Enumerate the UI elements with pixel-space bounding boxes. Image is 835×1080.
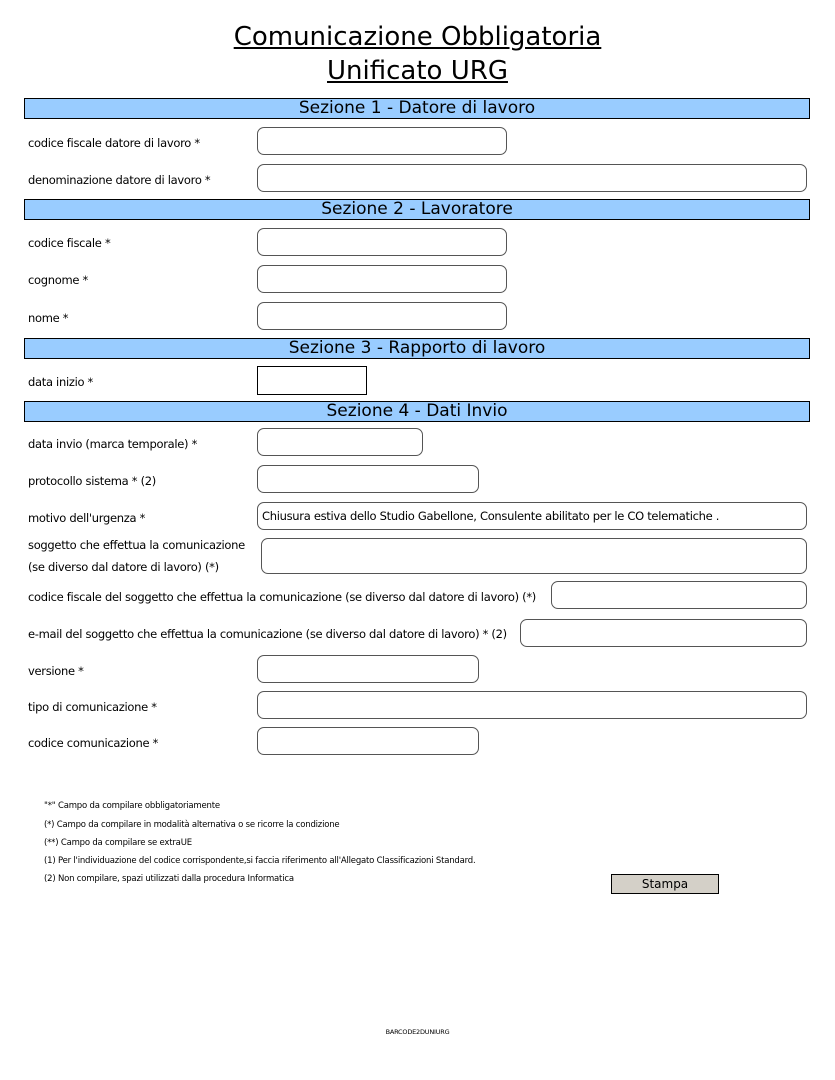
data-invio-label: data invio (marca temporale) * bbox=[28, 437, 198, 451]
print-button[interactable]: Stampa bbox=[611, 874, 719, 894]
motivo-label: motivo dell'urgenza * bbox=[28, 511, 146, 525]
note-line: (*) Campo da compilare in modalità alternativa o se ricorre la condizione bbox=[44, 820, 340, 830]
versione-input[interactable] bbox=[257, 655, 479, 683]
note-line: (**) Campo da compilare se extraUE bbox=[44, 838, 192, 848]
note-line: "*" Campo da compilare obbligatoriamente bbox=[44, 801, 220, 811]
codice-input[interactable] bbox=[257, 727, 479, 755]
section-header-1: Sezione 1 - Datore di lavoro bbox=[24, 98, 810, 119]
motivo-input[interactable]: Chiusura estiva dello Studio Gabellone, Consulente abilitato per le CO telematiche . bbox=[257, 502, 807, 530]
cf-lavoratore-input[interactable] bbox=[257, 228, 507, 256]
cf-datore-input[interactable] bbox=[257, 127, 507, 155]
cf-lavoratore-label: codice fiscale * bbox=[28, 236, 111, 250]
data-inizio-input[interactable] bbox=[257, 366, 367, 395]
email-soggetto-input[interactable] bbox=[520, 619, 807, 647]
protocollo-label: protocollo sistema * (2) bbox=[28, 474, 156, 488]
page-title: Comunicazione Obbligatoria bbox=[233, 22, 602, 52]
barcode-text: BARCODE2DUNIURG bbox=[385, 1028, 450, 1036]
cognome-input[interactable] bbox=[257, 265, 507, 293]
cf-datore-label: codice fiscale datore di lavoro * bbox=[28, 136, 200, 150]
protocollo-input[interactable] bbox=[257, 465, 479, 493]
section-header-2: Sezione 2 - Lavoratore bbox=[24, 199, 810, 220]
note-line: (2) Non compilare, spazi utilizzati dalla procedura Informatica bbox=[44, 874, 294, 884]
data-inizio-label: data inizio * bbox=[28, 375, 94, 389]
note-line: (1) Per l'individuazione del codice corrispondente,si faccia riferimento all'Allegato Classificazioni Standard. bbox=[44, 856, 476, 866]
tipo-label: tipo di comunicazione * bbox=[28, 700, 157, 714]
tipo-input[interactable] bbox=[257, 691, 807, 719]
cf-soggetto-label: codice fiscale del soggetto che effettua la comunicazione (se diverso dal datore di lavoro) (*) bbox=[28, 590, 536, 604]
soggetto-label-line1: soggetto che effettua la comunicazione bbox=[28, 538, 245, 552]
section-header-4: Sezione 4 - Dati Invio bbox=[24, 401, 810, 422]
page-subtitle: Unificato URG bbox=[327, 56, 508, 86]
soggetto-label-line2: (se diverso dal datore di lavoro) (*) bbox=[28, 560, 219, 574]
denominazione-input[interactable] bbox=[257, 164, 807, 192]
email-soggetto-label: e-mail del soggetto che effettua la comunicazione (se diverso dal datore di lavoro) * (2) bbox=[28, 627, 507, 641]
data-invio-input[interactable] bbox=[257, 428, 423, 456]
cf-soggetto-input[interactable] bbox=[551, 581, 807, 609]
versione-label: versione * bbox=[28, 664, 84, 678]
cognome-label: cognome * bbox=[28, 273, 88, 287]
codice-label: codice comunicazione * bbox=[28, 736, 159, 750]
denominazione-label: denominazione datore di lavoro * bbox=[28, 173, 211, 187]
nome-input[interactable] bbox=[257, 302, 507, 330]
soggetto-input[interactable] bbox=[261, 538, 807, 574]
section-header-3: Sezione 3 - Rapporto di lavoro bbox=[24, 338, 810, 359]
nome-label: nome * bbox=[28, 311, 69, 325]
